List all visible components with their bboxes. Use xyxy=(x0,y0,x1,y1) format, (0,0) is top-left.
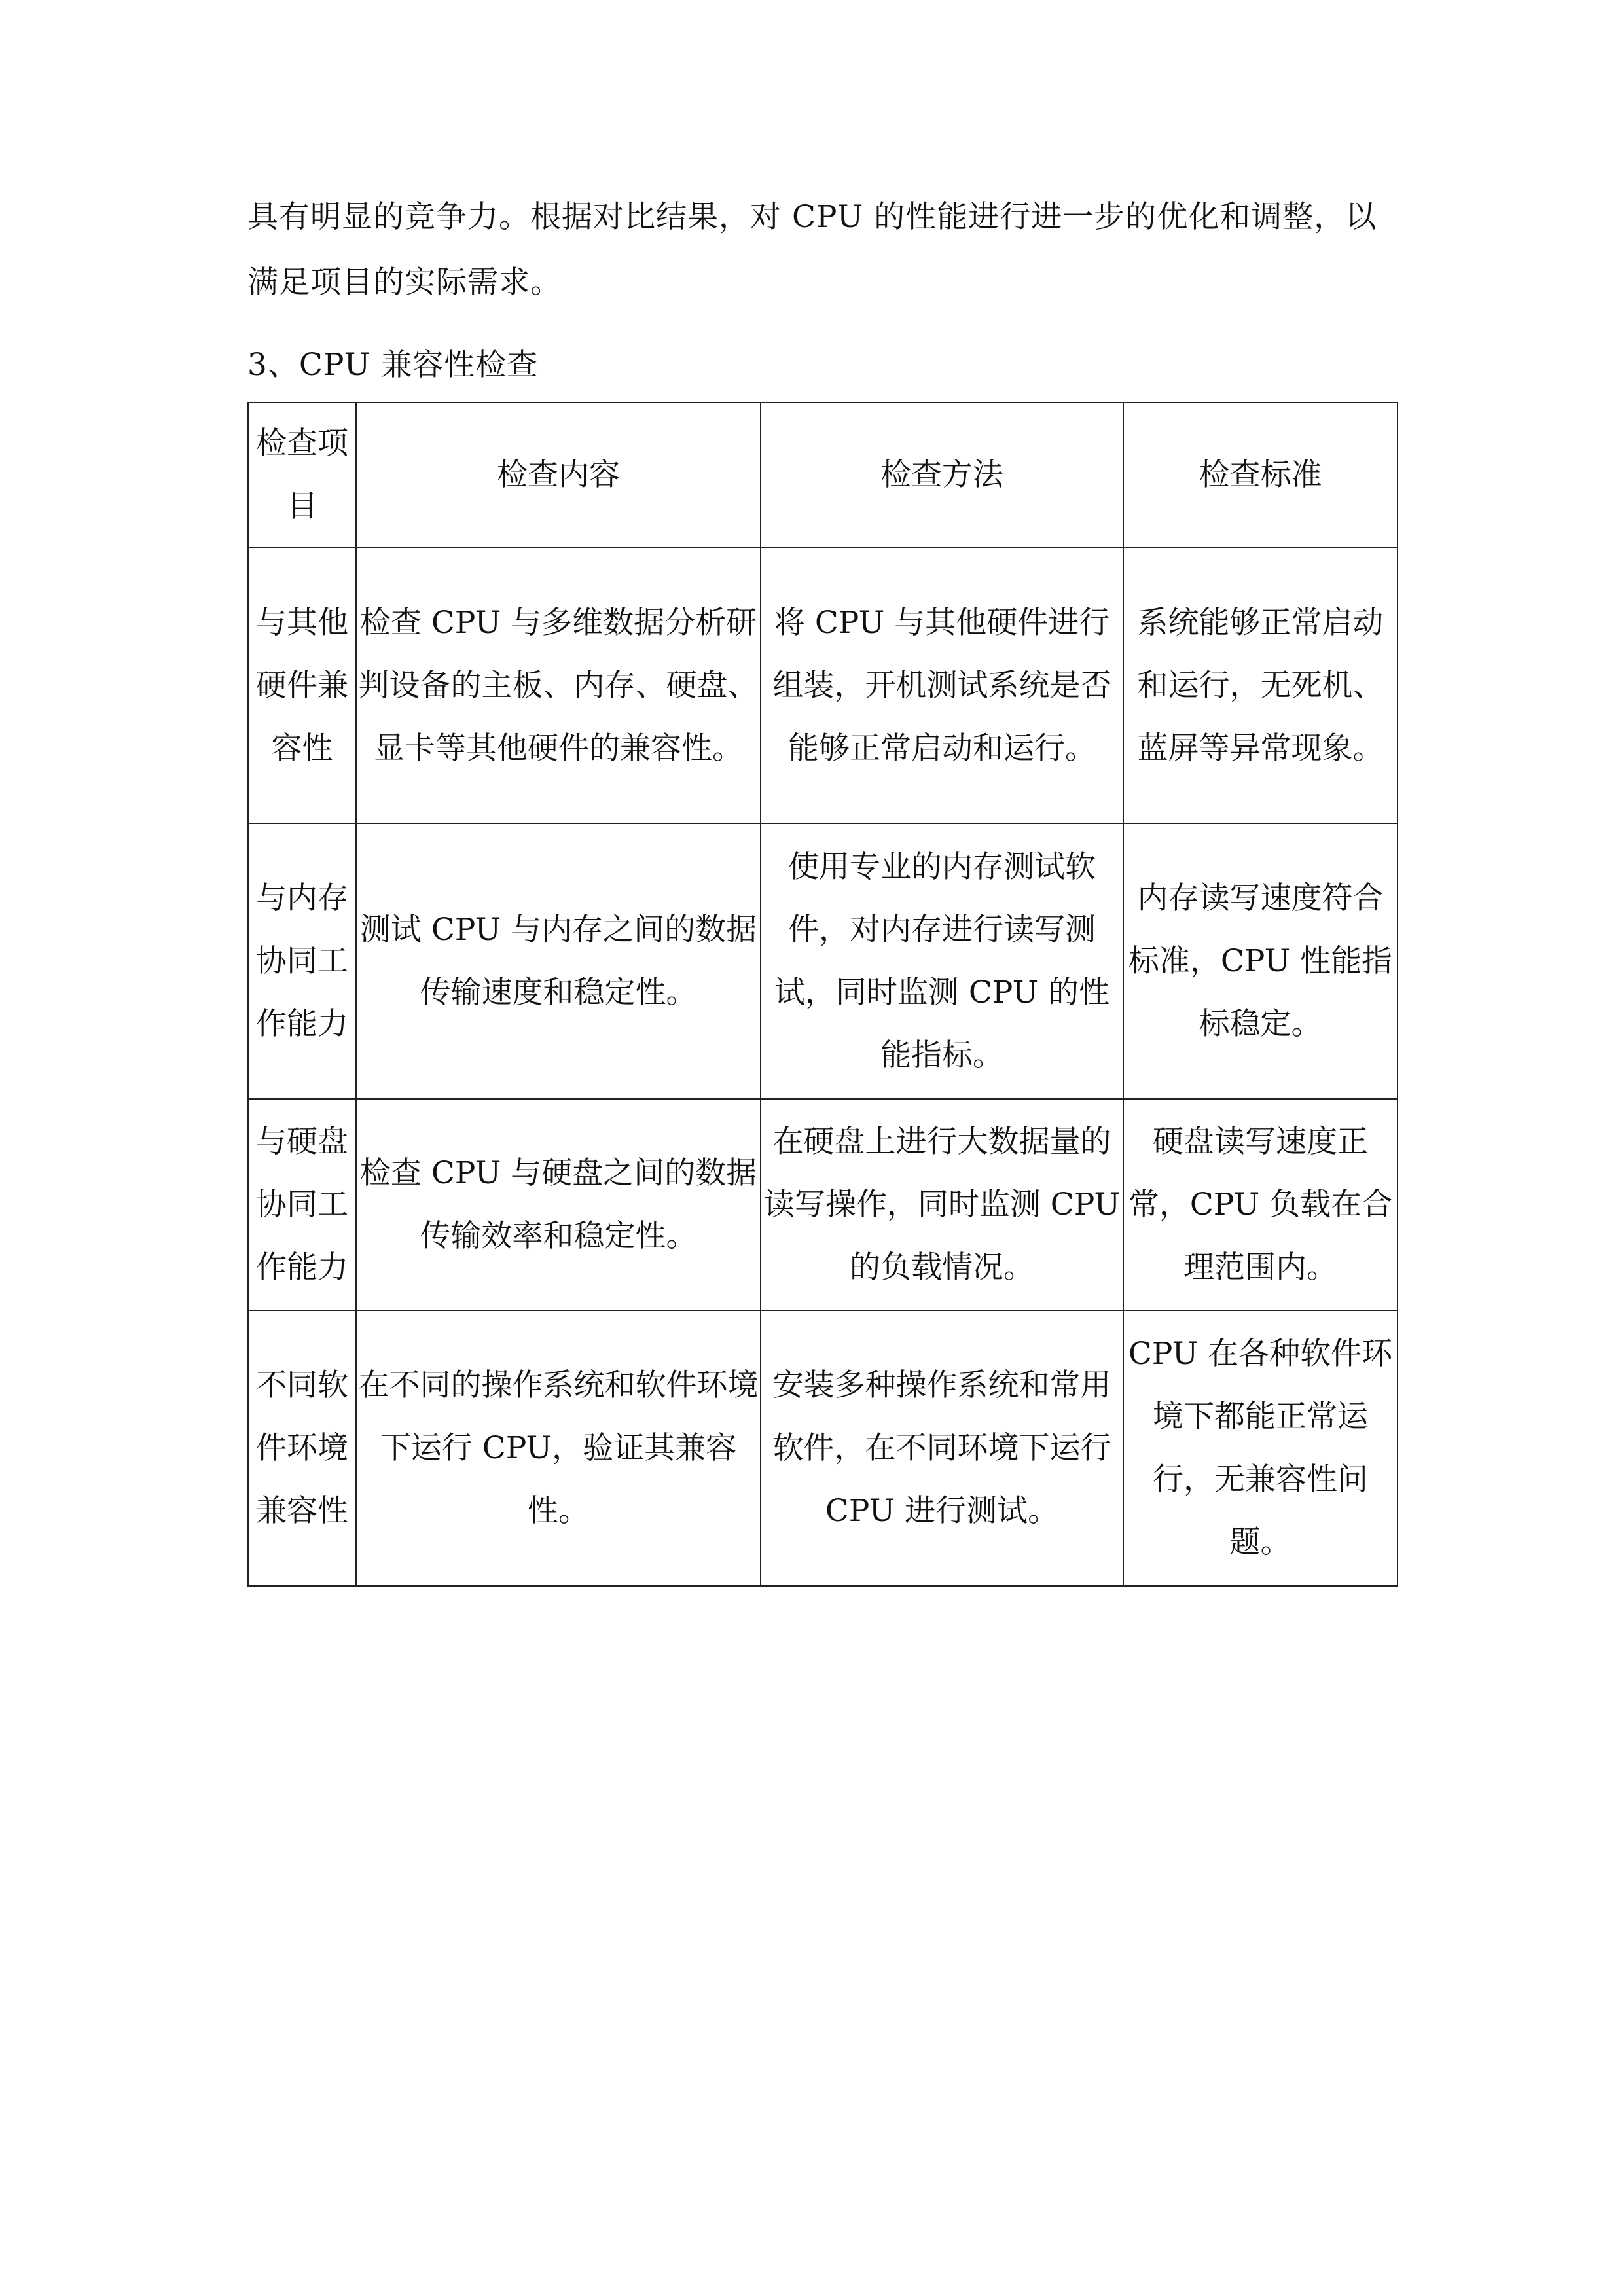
table-row xyxy=(248,548,1398,823)
cell-content: 在不同的操作系统和软件环境下运行 CPU，验证其兼容性。 xyxy=(356,1310,761,1586)
cell-item: 不同软件环境兼容性 xyxy=(248,1310,356,1586)
header-check-method: 检查方法 xyxy=(761,403,1123,548)
cell-standard: 系统能够正常启动和运行，无死机、蓝屏等异常现象。 xyxy=(1123,548,1398,823)
cell-method: 在硬盘上进行大数据量的读写操作，同时监测 CPU 的负载情况。 xyxy=(761,1099,1123,1310)
table-row xyxy=(248,823,1398,1099)
cell-content: 测试 CPU 与内存之间的数据传输速度和稳定性。 xyxy=(356,823,761,1099)
table-row xyxy=(248,1099,1398,1310)
cell-content: 检查 CPU 与多维数据分析研判设备的主板、内存、硬盘、显卡等其他硬件的兼容性。 xyxy=(356,548,761,823)
cell-item: 与其他硬件兼容性 xyxy=(248,548,356,823)
cell-standard: 内存读写速度符合标准，CPU 性能指标稳定。 xyxy=(1123,823,1398,1099)
cell-item: 与内存协同工作能力 xyxy=(248,823,356,1099)
cell-method: 将 CPU 与其他硬件进行组装，开机测试系统是否能够正常启动和运行。 xyxy=(761,548,1123,823)
header-check-standard: 检查标准 xyxy=(1123,403,1398,548)
section-heading: 3、CPU 兼容性检查 xyxy=(247,347,539,383)
header-check-content: 检查内容 xyxy=(356,403,761,548)
header-check-item: 检查项目 xyxy=(248,403,356,548)
intro-paragraph: 具有明显的竞争力。根据对比结果，对 CPU 的性能进行进一步的优化和调整，以满足项目的实际需求。 xyxy=(247,199,1377,300)
table-header-row xyxy=(248,403,1398,548)
compatibility-check-table xyxy=(247,402,1398,1587)
cell-content: 检查 CPU 与硬盘之间的数据传输效率和稳定性。 xyxy=(356,1099,761,1310)
cell-standard: CPU 在各种软件环境下都能正常运行，无兼容性问题。 xyxy=(1123,1310,1398,1586)
cell-method: 安装多种操作系统和常用软件，在不同环境下运行 CPU 进行测试。 xyxy=(761,1310,1123,1586)
cell-standard: 硬盘读写速度正常，CPU 负载在合理范围内。 xyxy=(1123,1099,1398,1310)
cell-method: 使用专业的内存测试软件，对内存进行读写测试，同时监测 CPU 的性能指标。 xyxy=(761,823,1123,1099)
table-row xyxy=(248,1310,1398,1586)
cell-item: 与硬盘协同工作能力 xyxy=(248,1099,356,1310)
